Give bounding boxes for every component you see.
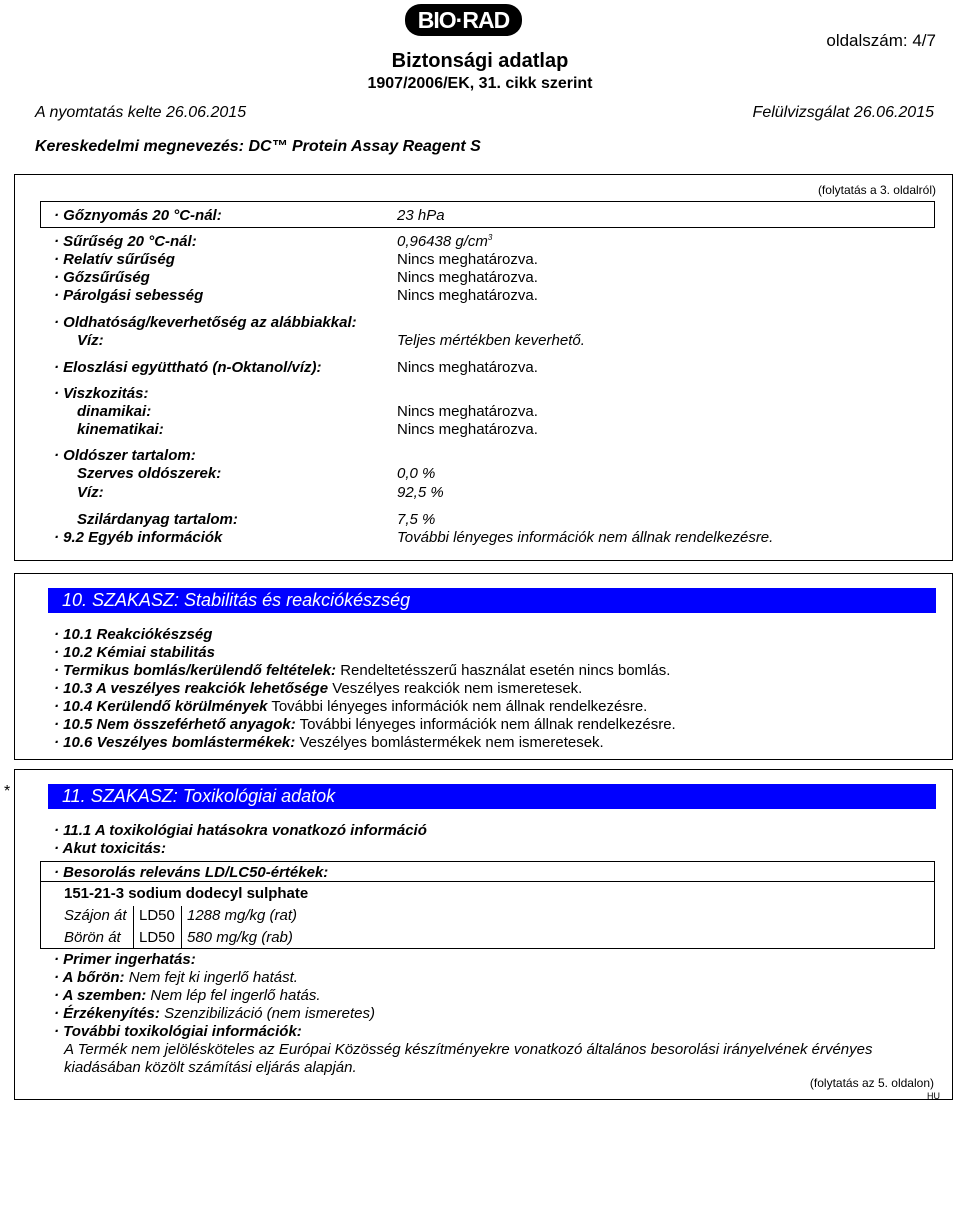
thermal-decomposition — [54, 662, 670, 679]
solubility-label: · Oldhatóság/keverhetőség az alábbiakkal: — [54, 314, 357, 331]
document-title: Biztonsági adatlap — [391, 50, 569, 72]
viscosity-label: · Viszkozitás: — [54, 385, 149, 402]
eye-irritation — [54, 987, 321, 1004]
change-marker: * — [4, 783, 11, 800]
incompat-label: · 10.5 Nem összeférhető anyagok: — [54, 716, 296, 733]
evaporation-label: · Párolgási sebesség — [54, 287, 204, 304]
decomp-label: · 10.6 Veszélyes bomlástermékek: — [54, 734, 296, 751]
ld50-dermal-value: 580 mg/kg (rab) — [187, 929, 293, 946]
partition-label: · Eloszlási együttható (n-Oktanol/víz): — [54, 359, 322, 376]
route-dermal: Börön át — [64, 929, 121, 946]
density-number: 0,96438 g/cm — [397, 233, 488, 250]
organic-solvents-value: 0,0 % — [397, 465, 436, 482]
route-oral: Szájon át — [64, 907, 127, 924]
dynamic-label: dinamikai: — [77, 403, 152, 420]
other-info-value: További lényeges információk nem állnak rendelkezésre. — [397, 529, 774, 546]
ld50-oral: LD50 — [139, 907, 175, 924]
skin-irritation — [54, 969, 298, 986]
sens-value: Szenzibilizáció (nem ismeretes) — [164, 1005, 375, 1022]
continued-from: (folytatás a 3. oldalról) — [817, 183, 936, 197]
avoid-label: · 10.4 Kerülendő körülmények — [54, 698, 268, 715]
sens-label: · Érzékenyítés: — [54, 1005, 160, 1022]
decomposition-products — [54, 734, 604, 751]
ld-col-line-2 — [181, 906, 182, 948]
water-content-value: 92,5 % — [397, 484, 444, 501]
solubility-water-value: Teljes mértékben keverhető. — [397, 332, 585, 349]
further-info-label: · További toxikológiai információk: — [54, 1023, 302, 1040]
other-info-label: · 9.2 Egyéb információk — [54, 529, 223, 546]
evaporation-value: Nincs meghatározva. — [397, 287, 538, 304]
substance-name: 151-21-3 sodium dodecyl sulphate — [64, 885, 309, 902]
ld-table-divider — [40, 881, 935, 882]
ld-heading: · Besorolás releváns LD/LC50-értékek: — [54, 864, 329, 881]
solids-label: Szilárdanyag tartalom: — [77, 511, 238, 528]
section-11-heading: 11. SZAKASZ: Toxikológiai adatok — [48, 784, 936, 809]
density-superscript: 3 — [487, 233, 493, 242]
relative-density-label: · Relatív sűrűség — [54, 251, 175, 268]
incompatible-materials — [54, 716, 676, 733]
density-value — [397, 233, 492, 250]
kinematic-label: kinematikai: — [77, 421, 164, 438]
reactivity: · 10.1 Reakciókészség — [54, 626, 213, 643]
skin-value: Nem fejt ki ingerlő hatást. — [128, 969, 298, 986]
revision-date: Felülvizsgálat 26.06.2015 — [752, 104, 934, 121]
dynamic-value: Nincs meghatározva. — [397, 403, 538, 420]
ld50-oral-value: 1288 mg/kg (rat) — [187, 907, 298, 924]
continued-on: (folytatás az 5. oldalon) — [809, 1076, 934, 1090]
solubility-water-label: Víz: — [77, 332, 104, 349]
solvent-label: · Oldószer tartalom: — [54, 447, 196, 464]
section-10-heading: 10. SZAKASZ: Stabilitás és reakciókészség — [48, 588, 936, 613]
bio-rad-logo: BIO·RAD — [405, 4, 522, 36]
kinematic-value: Nincs meghatározva. — [397, 421, 538, 438]
hazardous-value: Veszélyes reakciók nem ismeretesek. — [332, 680, 583, 697]
water-content-label: Víz: — [77, 484, 104, 501]
document-subtitle: 1907/2006/EK, 31. cikk szerint — [367, 75, 593, 92]
further-info-line-1: A Termék nem jelölésköteles az Európai Közösség készítményekre vonatkozó általános besorolási irányelvének érvényes — [64, 1041, 873, 1058]
partition-value: Nincs meghatározva. — [397, 359, 538, 376]
avoid-value: További lényeges információk nem állnak rendelkezésre. — [271, 698, 648, 715]
solids-value: 7,5 % — [397, 511, 436, 528]
hazardous-label: · 10.3 A veszélyes reakciók lehetősége — [54, 680, 329, 697]
thermal-label: · Termikus bomlás/kerülendő feltételek: — [54, 662, 337, 679]
vapor-pressure-value: 23 hPa — [397, 207, 445, 224]
chemical-stability: · 10.2 Kémiai stabilitás — [54, 644, 215, 661]
vapor-density-label: · Gőzsűrűség — [54, 269, 150, 286]
acute-toxicity: · Akut toxicitás: — [54, 840, 166, 857]
skin-label: · A bőrön: — [54, 969, 125, 986]
vapor-density-value: Nincs meghatározva. — [397, 269, 538, 286]
density-label: · Sűrűség 20 °C-nál: — [54, 233, 197, 250]
eye-value: Nem lép fel ingerlő hatás. — [150, 987, 321, 1004]
print-date: A nyomtatás kelte 26.06.2015 — [35, 104, 247, 121]
trade-name: Kereskedelmi megnevezés: DC™ Protein Assay Reagent S — [35, 138, 481, 155]
thermal-value: Rendeltetésszerű használat esetén nincs bomlás. — [340, 662, 671, 679]
further-info-line-2: kiadásában közölt számítási eljárás alapján. — [64, 1059, 357, 1076]
incompat-value: További lényeges információk nem állnak rendelkezésre. — [299, 716, 676, 733]
organic-solvents-label: Szerves oldószerek: — [77, 465, 222, 482]
toxicology-info: · 11.1 A toxikológiai hatásokra vonatkozó információ — [54, 822, 427, 839]
hazardous-reactions — [54, 680, 582, 697]
language-code: HU — [927, 1091, 940, 1101]
sensitisation — [54, 1005, 375, 1022]
decomp-value: Veszélyes bomlástermékek nem ismeretesek. — [299, 734, 604, 751]
vapor-pressure-label: · Gőznyomás 20 °C-nál: — [54, 207, 222, 224]
eye-label: · A szemben: — [54, 987, 147, 1004]
ld-col-line-1 — [133, 906, 134, 948]
primary-irritation: · Primer ingerhatás: — [54, 951, 196, 968]
relative-density-value: Nincs meghatározva. — [397, 251, 538, 268]
ld50-dermal: LD50 — [139, 929, 175, 946]
page-number: oldalszám: 4/7 — [826, 31, 936, 50]
conditions-to-avoid — [54, 698, 647, 715]
